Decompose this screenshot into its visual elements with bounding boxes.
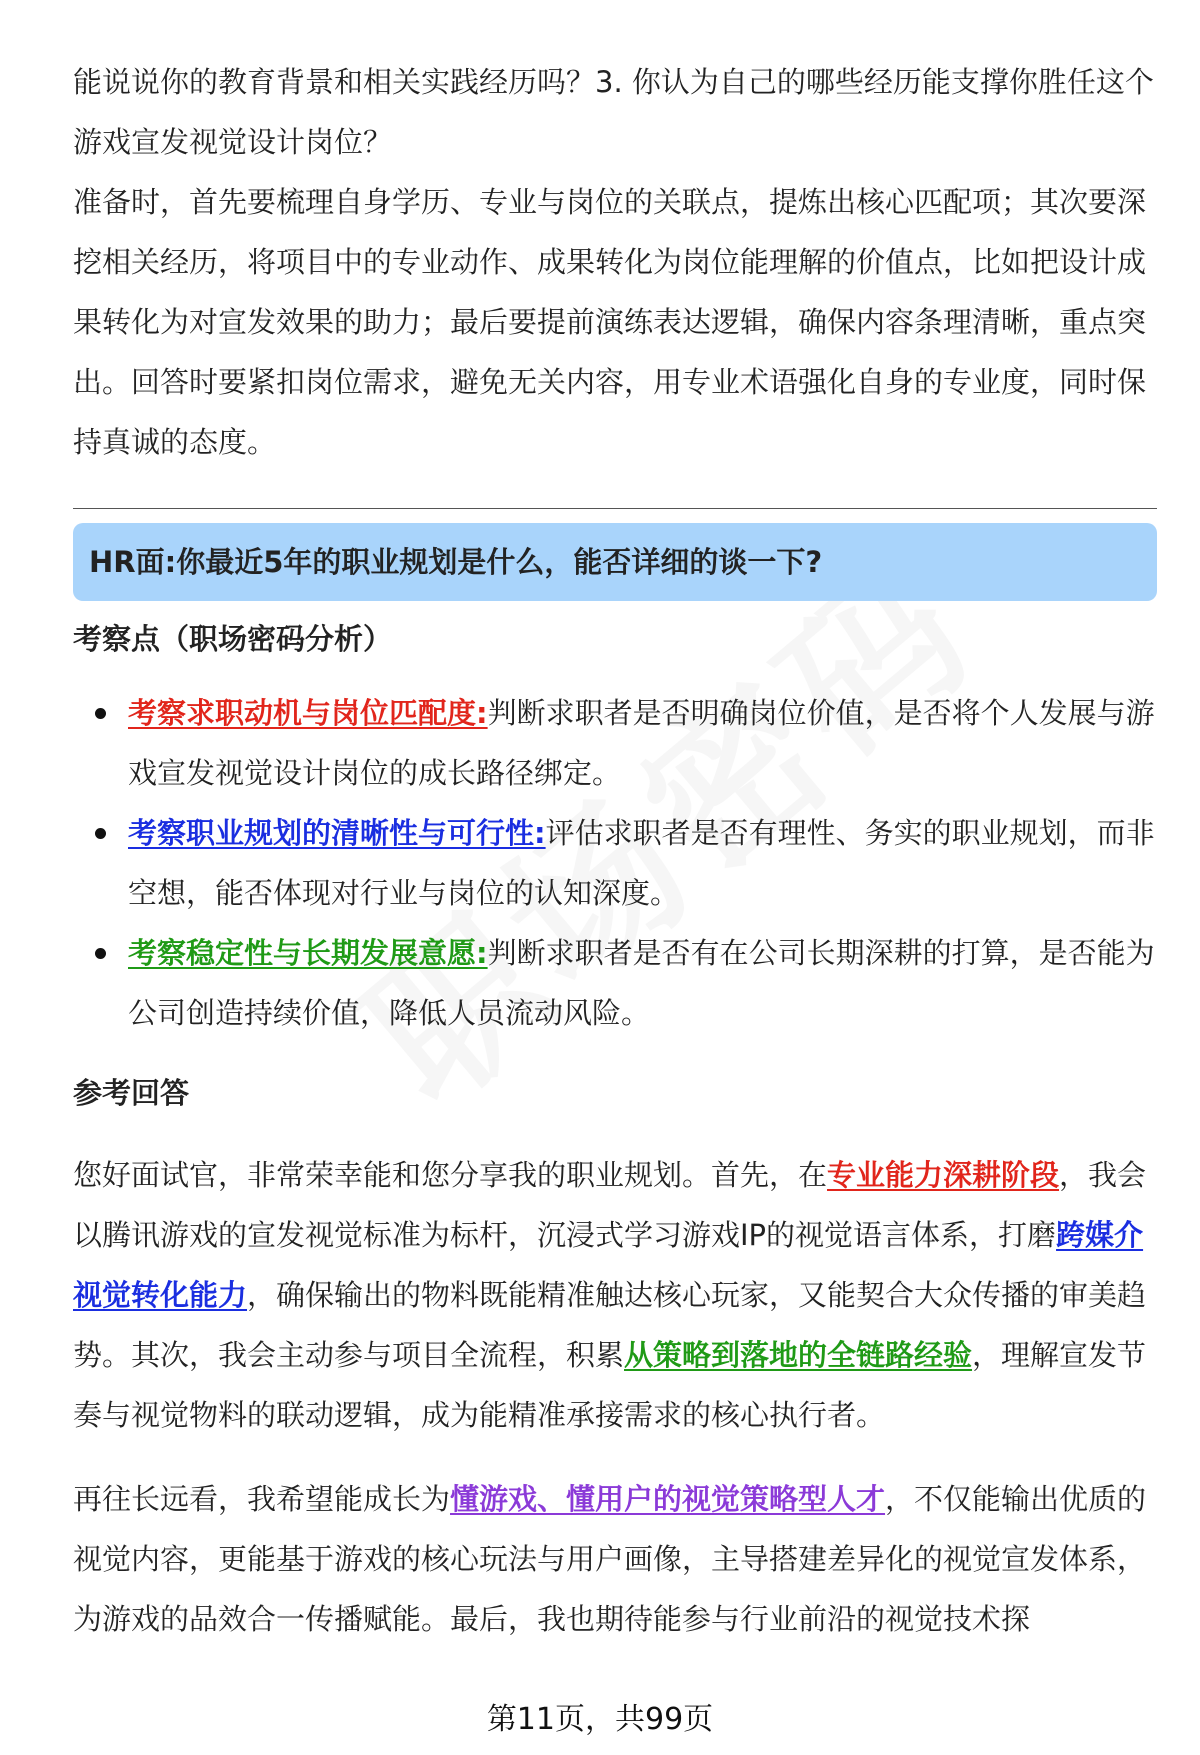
intro-question-text: 能说说你的教育背景和相关实践经历吗？3. 你认为自己的哪些经历能支撑你胜任这个游戏宣发视觉设计岗位？ (73, 65, 1154, 159)
assessment-point (73, 803, 1157, 923)
hr-question-banner (73, 523, 1157, 601)
assessment-point (73, 923, 1157, 1043)
intro-preparation-text: 准备时，首先要梳理自身学历、专业与岗位的关联点，提炼出核心匹配项；其次要深挖相关经历，将项目中的专业动作、成果转化为岗位能理解的价值点，比如把设计成果转化为对宣发效果的助力；最后要提前演练表达逻辑，确保内容条理清晰，重点突出。回答时要紧扣岗位需求，避免无关内容，用专业术语强化自身的专业度，同时保持真诚的态度。 (73, 185, 1147, 459)
page-number-footer: 第11页，共99页 (486, 1702, 714, 1737)
document-body (73, 52, 1157, 1649)
bullet-icon (95, 828, 106, 839)
bullet-icon (95, 948, 106, 959)
answer-text: ，不仅能输出优质的视觉内容，更能基于游戏的核心玩法与用户画像，主导搭建差异化的视觉宣发体系，为游戏的品效合一传播赋能。最后，我也期待能参与行业前沿的视觉技术探 (73, 1482, 1147, 1636)
answer-keyword: 专业能力深耕阶段 (827, 1158, 1060, 1192)
point-keyword: 考察职业规划的清晰性与可行性: (128, 816, 546, 850)
answer-keyword: 从策略到落地的全链路经验 (624, 1338, 973, 1372)
answer-text: ，确保输出的物料既能精准触达核心玩家，又能契合大众传播的审美趋势。其次，我会主动参与项目全流程，积累 (73, 1278, 1147, 1372)
point-keyword: 考察稳定性与长期发展意愿: (128, 936, 488, 970)
assessment-point (73, 683, 1157, 803)
assessment-points-list (73, 683, 1157, 1043)
answer-keyword: 跨媒介视觉转化能力 (73, 1218, 1144, 1312)
bullet-icon (95, 708, 106, 719)
section-title: 考察点（职场密码分析） (73, 622, 393, 656)
point-text: 判断求职者是否明确岗位价值，是否将个人发展与游戏宣发视觉设计岗位的成长路径绑定。 (128, 696, 1155, 790)
answer-title: 参考回答 (73, 1076, 190, 1110)
answer-paragraph-2 (73, 1469, 1157, 1649)
answer-text: 再往长远看，我希望能成长为 (73, 1482, 451, 1516)
answer-paragraph-1 (73, 1145, 1157, 1445)
answer-text: ，理解宣发节奏与视觉物料的联动逻辑，成为能精准承接需求的核心执行者。 (73, 1338, 1147, 1432)
answer-text: ，我会以腾讯游戏的宣发视觉标准为标杆，沉浸式学习游戏IP的视觉语言体系，打磨 (73, 1158, 1147, 1252)
answer-text: 您好面试官，非常荣幸能和您分享我的职业规划。首先，在 (73, 1158, 828, 1192)
answer-keyword: 懂游戏、懂用户的视觉策略型人才 (450, 1482, 886, 1516)
section-divider (73, 508, 1157, 509)
point-text: 判断求职者是否有在公司长期深耕的打算，是否能为公司创造持续价值，降低人员流动风险。 (128, 936, 1155, 1030)
point-keyword: 考察求职动机与岗位匹配度: (128, 696, 488, 730)
hr-question-text: HR面:你最近5年的职业规划是什么，能否详细的谈一下? (89, 545, 823, 579)
point-text: 评估求职者是否有理性、务实的职业规划，而非空想，能否体现对行业与岗位的认知深度。 (128, 816, 1155, 910)
